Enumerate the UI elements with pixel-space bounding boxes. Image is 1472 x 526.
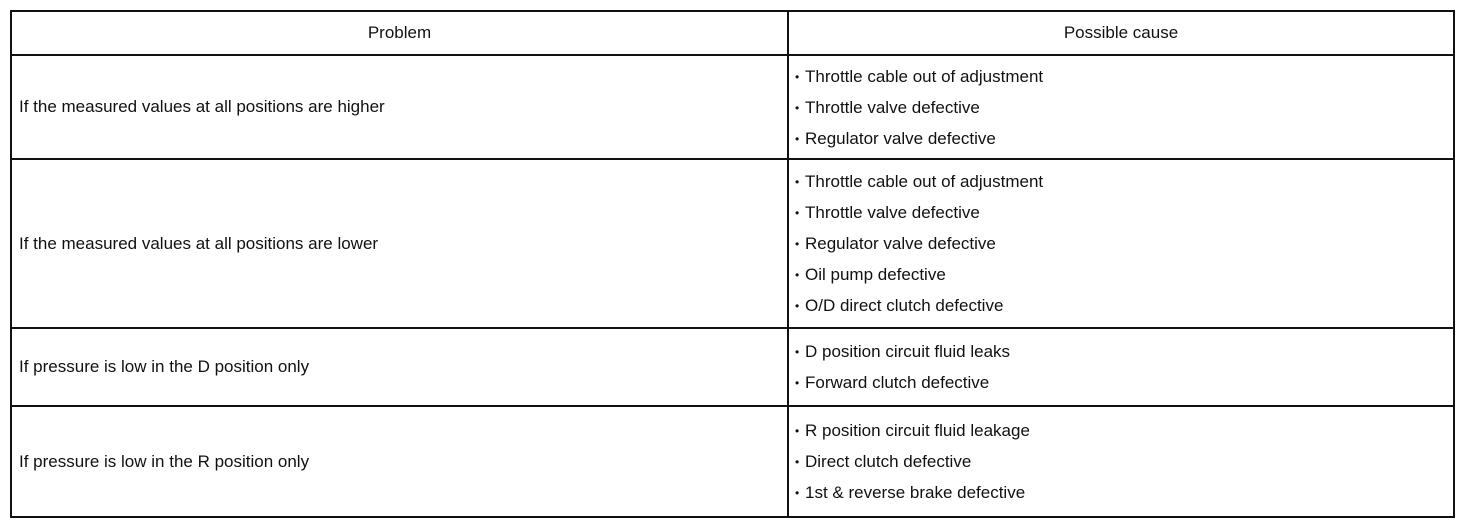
problem-cell: If pressure is low in the D position only	[11, 328, 788, 406]
cause-list	[795, 61, 1453, 154]
cause-list	[795, 166, 1453, 321]
cause-cell	[788, 55, 1454, 159]
bullet-icon: •	[795, 376, 800, 391]
problem-cell: If the measured values at all positions are lower	[11, 159, 788, 328]
bullet-icon: •	[795, 131, 800, 146]
cause-cell	[788, 328, 1454, 406]
bullet-icon: •	[795, 69, 800, 84]
cause-text: Throttle valve defective	[805, 97, 980, 117]
cause-item	[795, 446, 1453, 477]
cause-text: O/D direct clutch defective	[805, 296, 1004, 316]
cause-column-header: Possible cause	[788, 11, 1454, 55]
cause-text: Forward clutch defective	[805, 373, 990, 393]
cause-text: Regulator valve defective	[805, 128, 996, 148]
table-row	[11, 406, 1454, 517]
cause-item	[795, 123, 1453, 154]
cause-list	[795, 336, 1453, 398]
cause-cell	[788, 406, 1454, 517]
cause-item	[795, 61, 1453, 92]
bullet-icon: •	[795, 486, 800, 501]
cause-item	[795, 367, 1453, 398]
bullet-icon: •	[795, 100, 800, 115]
cause-item	[795, 166, 1453, 197]
cause-text: Regulator valve defective	[805, 234, 996, 254]
bullet-icon: •	[795, 345, 800, 360]
troubleshooting-table-container	[10, 10, 1453, 518]
bullet-icon: •	[795, 299, 800, 314]
bullet-icon: •	[795, 424, 800, 439]
cause-text: Direct clutch defective	[805, 452, 972, 472]
cause-text: 1st & reverse brake defective	[805, 483, 1026, 503]
cause-item	[795, 477, 1453, 508]
cause-text: Throttle cable out of adjustment	[805, 66, 1044, 86]
cause-item	[795, 336, 1453, 367]
troubleshooting-table	[10, 10, 1455, 518]
cause-item	[795, 228, 1453, 259]
problem-cell: If pressure is low in the R position only	[11, 406, 788, 517]
cause-item	[795, 92, 1453, 123]
cause-text: Oil pump defective	[805, 265, 946, 285]
cause-list	[795, 415, 1453, 508]
bullet-icon: •	[795, 455, 800, 470]
cause-text: D position circuit fluid leaks	[805, 342, 1011, 362]
table-row	[11, 55, 1454, 159]
cause-item	[795, 415, 1453, 446]
table-row	[11, 328, 1454, 406]
cause-text: Throttle cable out of adjustment	[805, 172, 1044, 192]
cause-item	[795, 259, 1453, 290]
bullet-icon: •	[795, 206, 800, 221]
cause-text: R position circuit fluid leakage	[805, 421, 1030, 441]
table-row	[11, 159, 1454, 328]
bullet-icon: •	[795, 175, 800, 190]
table-header-row	[11, 11, 1454, 55]
cause-item	[795, 197, 1453, 228]
bullet-icon: •	[795, 268, 800, 283]
cause-text: Throttle valve defective	[805, 203, 980, 223]
problem-cell: If the measured values at all positions are higher	[11, 55, 788, 159]
cause-item	[795, 290, 1453, 321]
problem-column-header: Problem	[11, 11, 788, 55]
cause-cell	[788, 159, 1454, 328]
bullet-icon: •	[795, 237, 800, 252]
